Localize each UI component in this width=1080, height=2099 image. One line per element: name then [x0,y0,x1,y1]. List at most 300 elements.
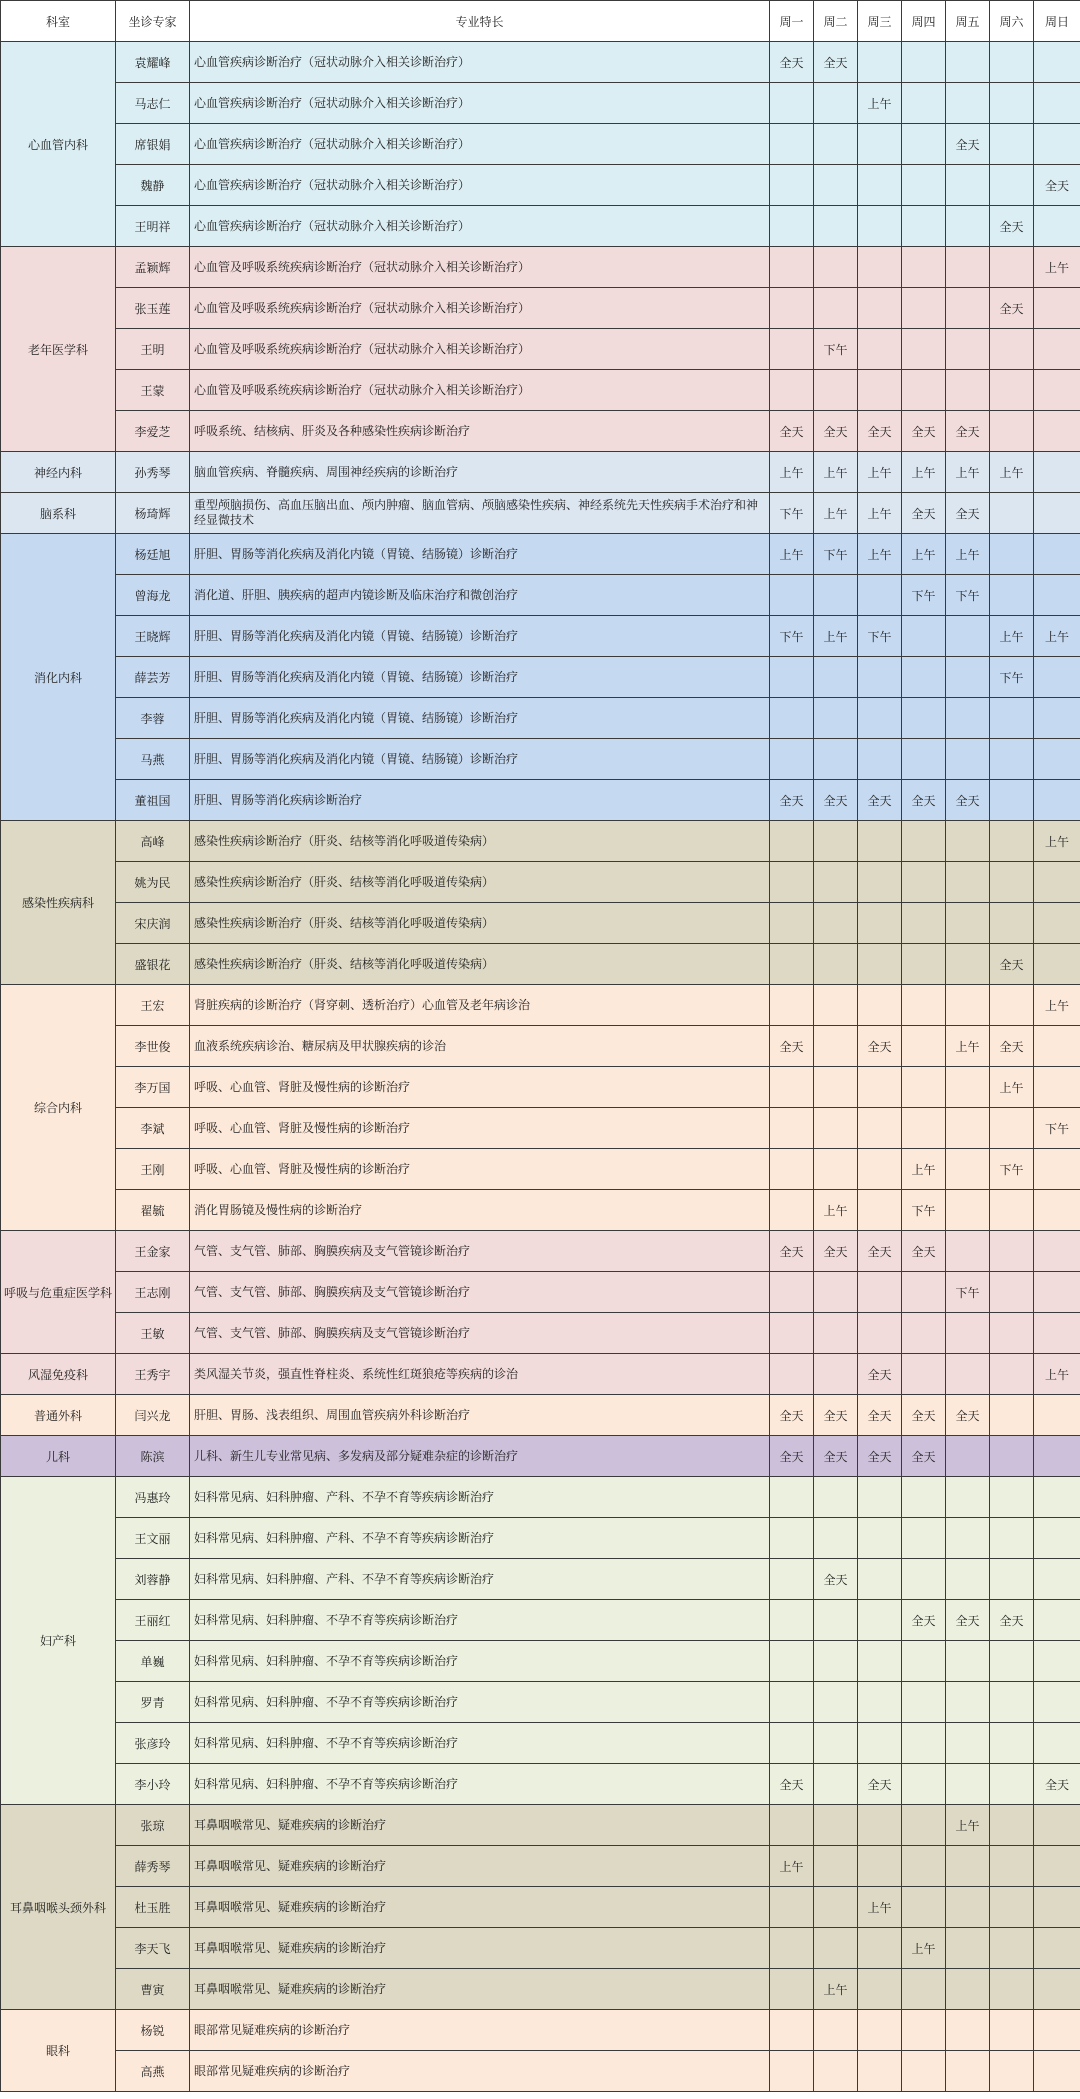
table-row [1,411,1080,452]
schedule-cell-sat [990,1395,1034,1436]
doctor-cell: 罗青 [116,1682,190,1723]
schedule-cell-sat: 上午 [990,616,1034,657]
schedule-cell-wed [858,1313,902,1354]
schedule-cell-fri [946,1108,990,1149]
schedule-cell-fri [946,1313,990,1354]
table-row [1,42,1080,83]
specialty-cell: 感染性疾病诊断治疗（肝炎、结核等消化呼吸道传染病） [190,944,770,985]
specialty-cell: 重型颅脑损伤、高血压脑出血、颅内肿瘤、脑血管病、颅脑感染性疾病、神经系统先天性疾病手术治疗和神经显微技术 [190,493,770,534]
table-row [1,370,1080,411]
schedule-cell-tue: 上午 [814,493,858,534]
schedule-cell-wed: 全天 [858,411,902,452]
schedule-cell-wed [858,1477,902,1518]
schedule-cell-tue [814,1272,858,1313]
schedule-cell-mon [770,1518,814,1559]
doctor-cell: 王丽红 [116,1600,190,1641]
schedule-cell-sun [1034,1641,1080,1682]
specialty-cell: 妇科常见病、妇科肿瘤、不孕不育等疾病诊断治疗 [190,1723,770,1764]
schedule-cell-sun [1034,1887,1080,1928]
schedule-cell-wed [858,288,902,329]
schedule-cell-sun: 下午 [1034,1108,1080,1149]
schedule-cell-wed [858,1928,902,1969]
schedule-cell-mon: 全天 [770,1026,814,1067]
schedule-cell-tue: 全天 [814,1395,858,1436]
table-row [1,1559,1080,1600]
schedule-cell-fri: 下午 [946,1272,990,1313]
doctor-cell: 孟颖辉 [116,247,190,288]
schedule-cell-wed [858,1969,902,2010]
schedule-cell-mon [770,1149,814,1190]
schedule-cell-sun [1034,329,1080,370]
schedule-cell-sat [990,1764,1034,1805]
schedule-cell-fri: 上午 [946,1026,990,1067]
schedule-cell-sat [990,2010,1034,2051]
table-row [1,1149,1080,1190]
schedule-cell-fri: 全天 [946,493,990,534]
table-row [1,1969,1080,2010]
schedule-cell-tue: 全天 [814,42,858,83]
doctor-cell: 杨琦辉 [116,493,190,534]
header-row [1,1,1080,42]
schedule-cell-sun [1034,1272,1080,1313]
schedule-cell-thu [902,616,946,657]
doctor-cell: 宋庆润 [116,903,190,944]
schedule-cell-sat [990,370,1034,411]
schedule-cell-fri [946,206,990,247]
schedule-cell-thu [902,1969,946,2010]
schedule-cell-thu [902,2051,946,2092]
schedule-cell-tue [814,1477,858,1518]
specialty-cell: 心血管疾病诊断治疗（冠状动脉介入相关诊断治疗） [190,206,770,247]
doctor-cell: 张琼 [116,1805,190,1846]
schedule-cell-mon [770,985,814,1026]
schedule-cell-thu: 全天 [902,780,946,821]
table-row [1,452,1080,493]
specialty-cell: 耳鼻咽喉常见、疑难疾病的诊断治疗 [190,1928,770,1969]
schedule-cell-sun [1034,862,1080,903]
table-row [1,1313,1080,1354]
schedule-cell-mon: 全天 [770,1436,814,1477]
schedule-cell-sun [1034,1231,1080,1272]
specialty-cell: 耳鼻咽喉常见、疑难疾病的诊断治疗 [190,1969,770,2010]
doctor-cell: 董祖国 [116,780,190,821]
schedule-cell-thu: 下午 [902,575,946,616]
schedule-cell-fri [946,739,990,780]
schedule-cell-mon: 上午 [770,534,814,575]
doctor-cell: 李天飞 [116,1928,190,1969]
doctor-cell: 李小玲 [116,1764,190,1805]
table-row [1,1067,1080,1108]
schedule-cell-mon [770,821,814,862]
doctor-cell: 杨锐 [116,2010,190,2051]
table-row [1,1272,1080,1313]
schedule-cell-tue [814,1354,858,1395]
department-cell: 妇产科 [1,1477,116,1805]
specialty-cell: 眼部常见疑难疾病的诊断治疗 [190,2051,770,2092]
schedule-cell-fri [946,821,990,862]
schedule-cell-tue [814,1149,858,1190]
schedule-cell-mon [770,1641,814,1682]
schedule-cell-tue [814,903,858,944]
schedule-cell-sun [1034,411,1080,452]
schedule-cell-sat: 上午 [990,1067,1034,1108]
schedule-cell-fri: 上午 [946,452,990,493]
specialty-cell: 妇科常见病、妇科肿瘤、产科、不孕不育等疾病诊断治疗 [190,1559,770,1600]
schedule-cell-fri [946,985,990,1026]
schedule-cell-thu [902,288,946,329]
specialty-cell: 消化胃肠镜及慢性病的诊断治疗 [190,1190,770,1231]
schedule-cell-wed [858,1682,902,1723]
schedule-cell-sat [990,1272,1034,1313]
schedule-cell-tue [814,985,858,1026]
schedule-cell-fri [946,1764,990,1805]
table-header [1,1,1080,42]
schedule-cell-fri [946,1641,990,1682]
header-sat: 周六 [990,1,1034,42]
department-cell: 风湿免疫科 [1,1354,116,1395]
schedule-cell-sat [990,1641,1034,1682]
specialty-cell: 类风湿关节炎，强直性脊柱炎、系统性红斑狼疮等疾病的诊治 [190,1354,770,1395]
table-row [1,165,1080,206]
table-row [1,1805,1080,1846]
specialty-cell: 心血管疾病诊断治疗（冠状动脉介入相关诊断治疗） [190,42,770,83]
schedule-cell-fri [946,1067,990,1108]
doctor-cell: 王宏 [116,985,190,1026]
schedule-cell-wed [858,1067,902,1108]
doctor-cell: 袁耀峰 [116,42,190,83]
schedule-cell-thu [902,1723,946,1764]
doctor-cell: 刘蓉静 [116,1559,190,1600]
schedule-cell-fri [946,83,990,124]
schedule-cell-fri [946,1846,990,1887]
table-row [1,206,1080,247]
schedule-cell-sun [1034,1436,1080,1477]
table-row [1,780,1080,821]
schedule-cell-mon [770,83,814,124]
schedule-cell-thu [902,657,946,698]
schedule-cell-wed: 全天 [858,1436,902,1477]
schedule-cell-fri: 全天 [946,1600,990,1641]
schedule-cell-wed [858,329,902,370]
schedule-cell-mon [770,575,814,616]
schedule-cell-sun [1034,534,1080,575]
schedule-cell-thu [902,1067,946,1108]
doctor-cell: 杨廷旭 [116,534,190,575]
schedule-cell-thu [902,1887,946,1928]
schedule-cell-mon [770,1928,814,1969]
schedule-cell-sat [990,903,1034,944]
schedule-cell-tue [814,1764,858,1805]
specialty-cell: 感染性疾病诊断治疗（肝炎、结核等消化呼吸道传染病） [190,862,770,903]
schedule-cell-fri [946,1969,990,2010]
schedule-cell-wed [858,42,902,83]
table-row [1,1026,1080,1067]
schedule-cell-tue [814,1846,858,1887]
schedule-cell-sun [1034,1477,1080,1518]
schedule-cell-thu [902,1846,946,1887]
doctor-cell: 闫兴龙 [116,1395,190,1436]
schedule-cell-sun [1034,657,1080,698]
schedule-cell-wed [858,903,902,944]
schedule-cell-thu [902,1272,946,1313]
schedule-cell-sat [990,1928,1034,1969]
table-row [1,1846,1080,1887]
doctor-cell: 李万国 [116,1067,190,1108]
schedule-cell-fri [946,1928,990,1969]
schedule-cell-tue: 全天 [814,1436,858,1477]
schedule-cell-tue [814,944,858,985]
schedule-cell-wed [858,1149,902,1190]
schedule-cell-tue [814,739,858,780]
schedule-cell-sat [990,780,1034,821]
table-row [1,288,1080,329]
specialty-cell: 心血管疾病诊断治疗（冠状动脉介入相关诊断治疗） [190,165,770,206]
doctor-cell: 王晓辉 [116,616,190,657]
schedule-cell-tue [814,124,858,165]
schedule-cell-wed [858,1272,902,1313]
schedule-cell-thu: 全天 [902,1436,946,1477]
schedule-cell-sat [990,165,1034,206]
schedule-cell-sat: 下午 [990,657,1034,698]
doctor-cell: 张玉莲 [116,288,190,329]
table-row [1,1354,1080,1395]
schedule-cell-sat: 全天 [990,288,1034,329]
schedule-cell-tue [814,247,858,288]
specialty-cell: 妇科常见病、妇科肿瘤、不孕不育等疾病诊断治疗 [190,1641,770,1682]
table-row [1,124,1080,165]
schedule-cell-sat [990,862,1034,903]
schedule-cell-fri [946,862,990,903]
schedule-cell-sun [1034,698,1080,739]
table-row [1,862,1080,903]
specialty-cell: 耳鼻咽喉常见、疑难疾病的诊断治疗 [190,1887,770,1928]
schedule-cell-mon: 全天 [770,1395,814,1436]
table-row [1,1723,1080,1764]
specialty-cell: 心血管疾病诊断治疗（冠状动脉介入相关诊断治疗） [190,83,770,124]
specialty-cell: 气管、支气管、肺部、胸膜疾病及支气管镜诊断治疗 [190,1313,770,1354]
schedule-cell-fri [946,329,990,370]
doctor-cell: 王敏 [116,1313,190,1354]
schedule-cell-sat [990,1190,1034,1231]
doctor-cell: 王刚 [116,1149,190,1190]
schedule-cell-tue: 全天 [814,411,858,452]
table-row [1,1436,1080,1477]
specialty-cell: 肝胆、胃肠、浅表组织、周围血管疾病外科诊断治疗 [190,1395,770,1436]
schedule-cell-fri [946,1682,990,1723]
schedule-cell-sun [1034,1149,1080,1190]
schedule-cell-mon [770,206,814,247]
schedule-cell-tue [814,1313,858,1354]
schedule-cell-wed: 全天 [858,1764,902,1805]
schedule-cell-sun [1034,124,1080,165]
schedule-cell-sat: 下午 [990,1149,1034,1190]
schedule-cell-tue [814,1108,858,1149]
schedule-cell-mon [770,739,814,780]
schedule-cell-thu: 下午 [902,1190,946,1231]
schedule-cell-wed [858,1805,902,1846]
schedule-cell-sat [990,1231,1034,1272]
table-row [1,1395,1080,1436]
schedule-cell-mon [770,1313,814,1354]
schedule-cell-tue [814,1518,858,1559]
schedule-cell-thu: 上午 [902,452,946,493]
schedule-cell-fri: 全天 [946,1395,990,1436]
schedule-cell-thu [902,821,946,862]
schedule-cell-tue [814,1026,858,1067]
schedule-cell-tue [814,821,858,862]
table-row [1,698,1080,739]
schedule-cell-wed [858,206,902,247]
doctor-cell: 席银娟 [116,124,190,165]
schedule-cell-sun [1034,2010,1080,2051]
schedule-cell-sun [1034,1190,1080,1231]
schedule-cell-fri [946,1231,990,1272]
schedule-cell-sun [1034,2051,1080,2092]
schedule-cell-sat [990,1723,1034,1764]
schedule-cell-fri [946,1354,990,1395]
schedule-cell-wed [858,1190,902,1231]
schedule-cell-tue [814,1600,858,1641]
schedule-cell-wed [858,2010,902,2051]
schedule-cell-mon: 全天 [770,1764,814,1805]
department-cell: 呼吸与危重症医学科 [1,1231,116,1354]
schedule-cell-wed [858,739,902,780]
header-sun: 周日 [1034,1,1080,42]
schedule-cell-fri [946,2010,990,2051]
schedule-cell-mon: 下午 [770,493,814,534]
schedule-cell-mon [770,1190,814,1231]
schedule-cell-sun [1034,1600,1080,1641]
specialty-cell: 呼吸、心血管、肾脏及慢性病的诊断治疗 [190,1149,770,1190]
schedule-cell-mon: 全天 [770,411,814,452]
schedule-cell-sun: 全天 [1034,165,1080,206]
schedule-cell-fri [946,1436,990,1477]
schedule-cell-sun [1034,903,1080,944]
specialty-cell: 肝胆、胃肠等消化疾病及消化内镜（胃镜、结肠镜）诊断治疗 [190,534,770,575]
department-cell: 耳鼻咽喉头颈外科 [1,1805,116,2010]
doctor-cell: 高燕 [116,2051,190,2092]
schedule-cell-fri [946,42,990,83]
schedule-cell-thu [902,1354,946,1395]
schedule-cell-mon [770,657,814,698]
schedule-cell-mon [770,1272,814,1313]
schedule-cell-wed [858,1641,902,1682]
table-row [1,1764,1080,1805]
schedule-cell-mon [770,370,814,411]
schedule-cell-fri [946,247,990,288]
schedule-cell-wed: 上午 [858,1887,902,1928]
doctor-cell: 马燕 [116,739,190,780]
schedule-cell-fri [946,288,990,329]
schedule-cell-sun [1034,1723,1080,1764]
schedule-cell-fri [946,698,990,739]
specialty-cell: 呼吸、心血管、肾脏及慢性病的诊断治疗 [190,1108,770,1149]
department-cell: 老年医学科 [1,247,116,452]
schedule-cell-wed [858,1723,902,1764]
schedule-cell-tue [814,1723,858,1764]
specialty-cell: 呼吸系统、结核病、肝炎及各种感染性疾病诊断治疗 [190,411,770,452]
specialty-cell: 肝胆、胃肠等消化疾病及消化内镜（胃镜、结肠镜）诊断治疗 [190,657,770,698]
doctor-cell: 王明祥 [116,206,190,247]
schedule-cell-sat [990,1887,1034,1928]
schedule-cell-sat: 全天 [990,944,1034,985]
schedule-cell-mon: 上午 [770,1846,814,1887]
schedule-cell-thu [902,1805,946,1846]
schedule-cell-sat [990,1477,1034,1518]
doctor-cell: 盛银花 [116,944,190,985]
schedule-cell-tue: 上午 [814,452,858,493]
schedule-cell-thu: 全天 [902,1395,946,1436]
schedule-cell-sat [990,411,1034,452]
schedule-cell-sat [990,247,1034,288]
schedule-cell-tue: 全天 [814,780,858,821]
header-wed: 周三 [858,1,902,42]
schedule-cell-mon [770,288,814,329]
schedule-cell-fri [946,944,990,985]
doctor-cell: 李爱芝 [116,411,190,452]
schedule-cell-fri [946,903,990,944]
table-row [1,1928,1080,1969]
specialty-cell: 耳鼻咽喉常见、疑难疾病的诊断治疗 [190,1805,770,1846]
specialty-cell: 心血管及呼吸系统疾病诊断治疗（冠状动脉介入相关诊断治疗） [190,288,770,329]
schedule-cell-sat [990,1436,1034,1477]
schedule-cell-wed [858,944,902,985]
schedule-cell-wed: 全天 [858,1231,902,1272]
department-cell: 脑系科 [1,493,116,534]
schedule-cell-thu [902,1559,946,1600]
schedule-cell-thu: 全天 [902,1600,946,1641]
schedule-cell-tue [814,1067,858,1108]
schedule-cell-sun [1034,1846,1080,1887]
schedule-cell-wed [858,821,902,862]
specialty-cell: 眼部常见疑难疾病的诊断治疗 [190,2010,770,2051]
schedule-cell-wed: 上午 [858,452,902,493]
schedule-cell-tue [814,862,858,903]
table-row [1,1477,1080,1518]
table-row [1,534,1080,575]
schedule-cell-wed: 上午 [858,83,902,124]
schedule-cell-tue [814,83,858,124]
schedule-cell-tue: 全天 [814,1559,858,1600]
schedule-cell-thu [902,42,946,83]
schedule-cell-thu [902,1518,946,1559]
schedule-cell-mon [770,944,814,985]
doctor-cell: 冯惠玲 [116,1477,190,1518]
schedule-cell-tue [814,1682,858,1723]
schedule-cell-tue: 下午 [814,329,858,370]
schedule-cell-fri: 全天 [946,780,990,821]
schedule-cell-wed [858,862,902,903]
doctor-cell: 曹寅 [116,1969,190,2010]
schedule-cell-fri: 上午 [946,1805,990,1846]
schedule-cell-thu [902,1026,946,1067]
schedule-cell-sun: 全天 [1034,1764,1080,1805]
schedule-cell-mon [770,1969,814,2010]
schedule-cell-thu [902,370,946,411]
schedule-cell-fri: 上午 [946,534,990,575]
specialty-cell: 脑血管疾病、脊髓疾病、周围神经疾病的诊断治疗 [190,452,770,493]
schedule-cell-thu [902,329,946,370]
schedule-cell-thu: 全天 [902,1231,946,1272]
schedule-cell-tue [814,657,858,698]
schedule-cell-sat [990,1559,1034,1600]
schedule-cell-wed [858,698,902,739]
schedule-cell-sun [1034,42,1080,83]
schedule-cell-thu [902,1682,946,1723]
schedule-cell-sun: 上午 [1034,821,1080,862]
schedule-cell-thu: 上午 [902,1149,946,1190]
schedule-cell-tue: 上午 [814,1969,858,2010]
